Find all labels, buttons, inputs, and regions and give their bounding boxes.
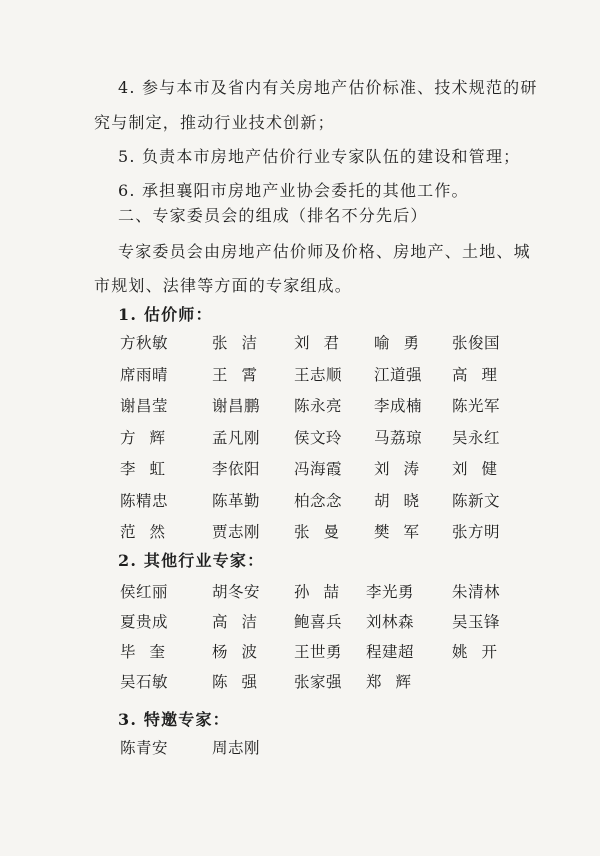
person-name: 高洁 bbox=[212, 613, 272, 631]
person-name: 毕奎 bbox=[120, 643, 180, 661]
paragraph-composition-cont: 市规划、法律等方面的专家组成。 bbox=[94, 276, 353, 295]
person-name: 陈永亮 bbox=[294, 397, 343, 415]
person-name: 王志顺 bbox=[294, 365, 343, 384]
person-name: 贾志刚 bbox=[212, 523, 261, 541]
person-name: 李依阳 bbox=[212, 460, 261, 478]
person-name: 张洁 bbox=[212, 334, 272, 352]
person-name: 吴永红 bbox=[452, 428, 501, 447]
person-name: 范然 bbox=[120, 523, 180, 541]
person-name: 张俊国 bbox=[452, 334, 501, 352]
section-heading-composition: 二、专家委员会的组成（排名不分先后） bbox=[118, 206, 428, 225]
person-name: 张家强 bbox=[294, 673, 343, 691]
person-name: 吴玉锋 bbox=[452, 613, 501, 631]
person-name: 侯文玲 bbox=[294, 428, 343, 447]
person-name: 方秋敏 bbox=[120, 334, 169, 352]
person-name: 喻勇 bbox=[374, 334, 434, 352]
person-name: 高理 bbox=[452, 365, 512, 384]
person-name: 刘健 bbox=[452, 460, 512, 478]
person-name: 姚开 bbox=[452, 643, 512, 661]
person-name: 陈精忠 bbox=[120, 491, 169, 510]
person-name: 孟凡刚 bbox=[212, 428, 261, 447]
section-title-invited-experts: 3. 特邀专家： bbox=[118, 710, 230, 729]
person-name: 王霄 bbox=[212, 365, 272, 384]
person-name: 马荔琼 bbox=[374, 428, 423, 447]
person-name: 樊军 bbox=[374, 523, 434, 541]
paragraph-item-6: 6. 承担襄阳市房地产业协会委托的其他工作。 bbox=[118, 181, 469, 200]
paragraph-composition: 专家委员会由房地产估价师及价格、房地产、土地、城 bbox=[118, 242, 531, 261]
person-name: 王世勇 bbox=[294, 643, 343, 661]
person-name: 陈强 bbox=[212, 673, 272, 691]
person-name: 鲍喜兵 bbox=[294, 613, 343, 631]
person-name: 刘涛 bbox=[374, 460, 434, 478]
person-name: 李虹 bbox=[120, 460, 180, 478]
person-name: 周志刚 bbox=[212, 739, 261, 757]
person-name: 冯海霞 bbox=[294, 460, 343, 478]
person-name: 方辉 bbox=[120, 428, 180, 447]
person-name: 刘林森 bbox=[366, 613, 415, 631]
section-title-appraisers: 1. 估价师： bbox=[118, 305, 213, 324]
person-name: 陈青安 bbox=[120, 739, 169, 757]
section-title-industry-experts: 2. 其他行业专家： bbox=[118, 551, 265, 570]
person-name: 刘君 bbox=[294, 334, 354, 352]
person-name: 孙喆 bbox=[294, 583, 354, 601]
person-name: 江道强 bbox=[374, 365, 423, 384]
person-name: 李光勇 bbox=[366, 583, 415, 601]
person-name: 朱清林 bbox=[452, 583, 501, 601]
person-name: 杨波 bbox=[212, 643, 272, 661]
person-name: 胡晓 bbox=[374, 491, 434, 510]
person-name: 陈新文 bbox=[452, 491, 501, 510]
person-name: 席雨晴 bbox=[120, 365, 169, 384]
person-name: 张方明 bbox=[452, 523, 501, 541]
person-name: 张曼 bbox=[294, 523, 354, 541]
person-name: 谢昌莹 bbox=[120, 397, 169, 415]
person-name: 吴石敏 bbox=[120, 673, 169, 691]
paragraph-item-4-cont: 究与制定，推动行业技术创新； bbox=[94, 113, 335, 132]
person-name: 柏念念 bbox=[294, 491, 343, 510]
person-name: 胡冬安 bbox=[212, 583, 261, 601]
person-name: 谢昌鹏 bbox=[212, 397, 261, 415]
paragraph-item-5: 5. 负责本市房地产估价行业专家队伍的建设和管理； bbox=[118, 147, 521, 166]
person-name: 陈革勤 bbox=[212, 491, 261, 510]
person-name: 李成楠 bbox=[374, 397, 423, 415]
person-name: 郑辉 bbox=[366, 673, 426, 691]
person-name: 夏贵成 bbox=[120, 613, 169, 631]
person-name: 侯红丽 bbox=[120, 583, 169, 601]
person-name: 陈光军 bbox=[452, 397, 501, 415]
person-name: 程建超 bbox=[366, 643, 415, 661]
paragraph-item-4: 4. 参与本市及省内有关房地产估价标准、技术规范的研 bbox=[118, 78, 538, 97]
